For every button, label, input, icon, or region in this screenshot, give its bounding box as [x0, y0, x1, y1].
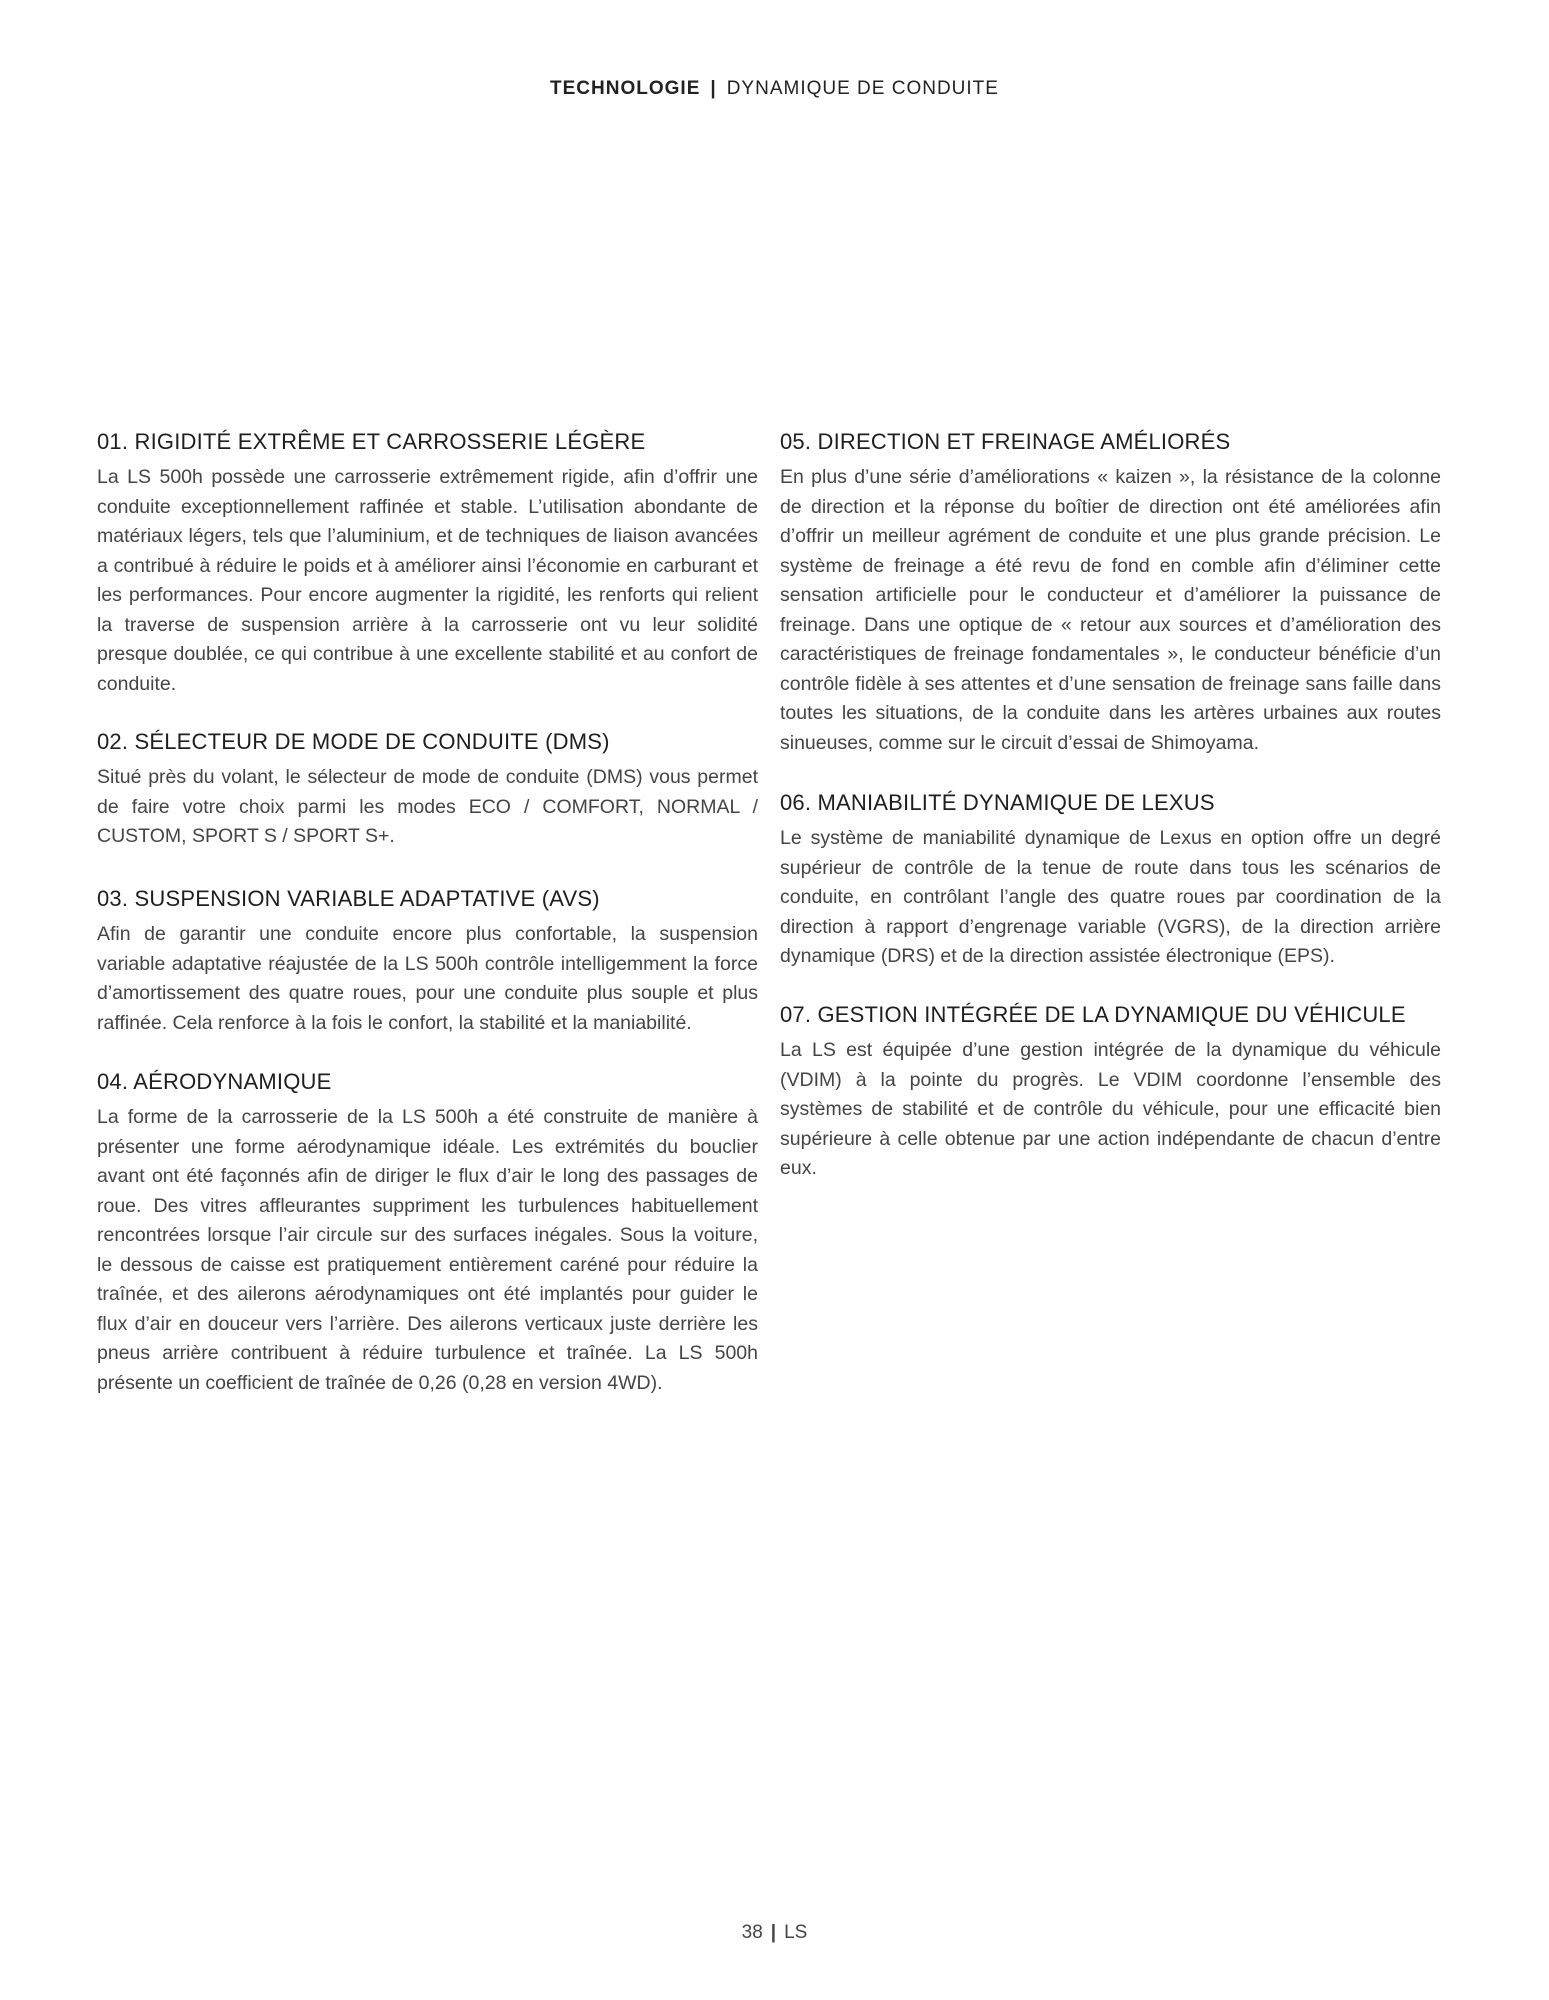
section-title: 05. DIRECTION ET FREINAGE AMÉLIORÉS	[780, 429, 1231, 454]
section-body: La LS est équipée d’une gestion intégrée de la dynamique du véhicule (VDIM) à la pointe du progrès. Le VDIM coordonne l’ensemble des systèmes de stabilité et de contrôle du véhicule, pour une efficacité bien supérieure à celle obtenue par une action indépendante de chacun d’entre eux.	[780, 1039, 1441, 1179]
section-body: La LS 500h possède une carrosserie extrêmement rigide, afin d’offrir une conduite exceptionnellement raffinée et stable. L’utilisation abondante de matériaux légers, tels que l’aluminium, et de techniques de liaison avancées a contribué à réduire le poids et à améliorer ainsi l’économie en carburant et les performances. Pour encore augmenter la rigidité, les renforts qui relient la traverse de suspension arrière à la carrosserie ont vu leur solidité presque doublée, ce qui contribue à une excellente stabilité et au confort de conduite.	[97, 466, 758, 695]
page-number: 38	[741, 1922, 763, 1943]
section-title: 07. GESTION INTÉGRÉE DE LA DYNAMIQUE DU VÉHICULE	[780, 1002, 1406, 1027]
section-aerodynamique	[97, 1067, 758, 1398]
section-maniabilite	[780, 788, 1441, 972]
section-body: Afin de garantir une conduite encore plus confortable, la suspension variable adaptative réajustée de la LS 500h contrôle intelligemment la force d’amortissement des quatre roues, pour une conduite plus souple et plus raffinée. Cela renforce à la fois le confort, la stabilité et la maniabilité.	[97, 923, 758, 1034]
page-footer	[0, 1922, 1549, 1944]
header-separator: |	[710, 78, 717, 99]
section-vdim	[780, 1000, 1441, 1184]
section-body: Le système de maniabilité dynamique de Lexus en option offre un degré supérieur de contrôle de la tenue de route dans tous les scénarios de conduite, en contrôlant l’angle des quatre roues par coordination de la direction à rapport d’engrenage variable (VGRS), de la direction arrière dynamique (DRS) et de la direction assistée électronique (EPS).	[780, 827, 1441, 967]
header-subsection: DYNAMIQUE DE CONDUITE	[726, 78, 999, 99]
footer-separator: |	[770, 1922, 777, 1943]
section-title: 06. MANIABILITÉ DYNAMIQUE DE LEXUS	[780, 790, 1215, 815]
header-section: TECHNOLOGIE	[550, 78, 701, 99]
page-header	[0, 78, 1549, 100]
section-dms	[97, 727, 758, 852]
footer-model: LS	[784, 1922, 808, 1943]
section-body: Situé près du volant, le sélecteur de mode de conduite (DMS) vous permet de faire votre choix parmi les modes ECO / COMFORT, NORMAL / CUSTOM, SPORT S / SPORT S+.	[97, 766, 758, 847]
section-avs	[97, 884, 758, 1038]
section-title: 02. SÉLECTEUR DE MODE DE CONDUITE (DMS)	[97, 729, 610, 754]
section-rigidite	[97, 427, 758, 699]
section-direction-freinage	[780, 427, 1441, 758]
section-title: 03. SUSPENSION VARIABLE ADAPTATIVE (AVS)	[97, 886, 600, 911]
section-title: 01. RIGIDITÉ EXTRÊME ET CARROSSERIE LÉGÈRE	[97, 429, 646, 454]
section-title: 04. AÉRODYNAMIQUE	[97, 1069, 332, 1094]
section-body: La forme de la carrosserie de la LS 500h a été construite de manière à présenter une forme aérodynamique idéale. Les extrémités du bouclier avant ont été façonnés afin de diriger le flux d’air le long des passages de roue. Des vitres affleurantes suppriment les turbulences habituellement rencontrées lorsque l’air circule sur des surfaces inégales. Sous la voiture, le dessous de caisse est pratiquement entièrement caréné pour réduire la traînée, et des ailerons aérodynamiques ont été implantés pour guider le flux d’air en douceur vers l’arrière. Des ailerons verticaux juste derrière les pneus arrière contribuent à réduire turbulence et traînée. La LS 500h présente un coefficient de traînée de 0,26 (0,28 en version 4WD).	[97, 1106, 758, 1394]
section-body: En plus d’une série d’améliorations « kaizen », la résistance de la colonne de direction et la réponse du boîtier de direction ont été améliorées afin d’offrir un meilleur agrément de conduite et une plus grande précision. Le système de freinage a été revu de fond en comble afin d’éliminer cette sensation artificielle pour le conducteur et d’améliorer la puissance de freinage. Dans une optique de « retour aux sources et d’amélioration des caractéristiques de freinage fondamentales », le conducteur bénéficie d’un contrôle fidèle à ses attentes et d’une sensation de freinage sans faille dans toutes les situations, de la conduite dans les artères urbaines aux routes sinueuses, comme sur le circuit d’essai de Shimoyama.	[780, 466, 1441, 754]
